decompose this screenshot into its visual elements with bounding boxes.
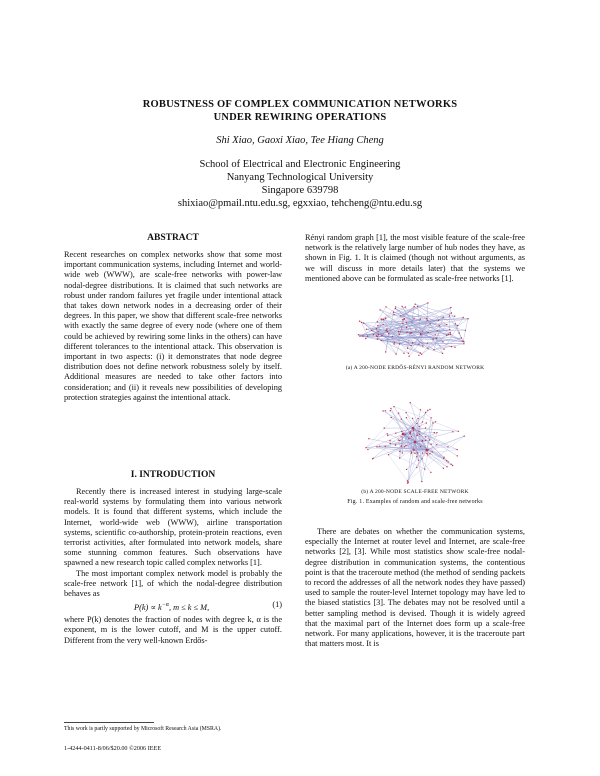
network-node xyxy=(443,349,444,350)
network-node xyxy=(427,319,428,320)
network-node xyxy=(388,454,389,455)
footnote-rule xyxy=(64,722,154,723)
network-node xyxy=(361,322,362,323)
network-node xyxy=(414,453,415,454)
network-node xyxy=(438,320,439,321)
network-node xyxy=(451,464,452,465)
network-node xyxy=(386,328,387,329)
network-node xyxy=(377,331,378,332)
network-edge xyxy=(368,434,403,450)
network-node xyxy=(404,446,405,447)
network-node xyxy=(359,321,360,322)
network-node xyxy=(418,460,419,461)
network-node xyxy=(405,412,406,413)
intro-paragraph-2: The most important complex network model is probably the scale-free network [1], of which the nodal-degree distribution behaves as xyxy=(64,568,282,599)
figure-1a-caption: (a) A 200-NODE ERDŐS-RÉNYI RANDOM NETWORK xyxy=(345,365,485,371)
network-node xyxy=(426,318,427,319)
network-node xyxy=(367,336,368,337)
network-node xyxy=(387,331,388,332)
network-node xyxy=(389,440,390,441)
network-node xyxy=(407,480,408,481)
network-hub-node xyxy=(402,433,405,436)
network-node xyxy=(449,329,450,330)
network-node xyxy=(379,309,380,310)
network-node xyxy=(385,330,386,331)
network-node xyxy=(446,324,447,325)
network-hub-node xyxy=(426,449,429,452)
network-node xyxy=(401,436,402,437)
network-node xyxy=(420,333,421,334)
network-node xyxy=(426,422,427,423)
network-node xyxy=(446,460,447,461)
network-node xyxy=(420,446,421,447)
network-node xyxy=(446,466,447,467)
network-node xyxy=(390,408,391,409)
network-node xyxy=(390,410,391,411)
network-node xyxy=(432,422,433,423)
network-node xyxy=(408,353,409,354)
network-node xyxy=(415,304,416,305)
network-node xyxy=(420,352,421,353)
network-node xyxy=(403,353,404,354)
figure-1b-caption: (b) A 200-NODE SCALE-FREE NETWORK xyxy=(361,489,469,495)
network-node xyxy=(425,440,426,441)
network-node xyxy=(429,453,430,454)
introduction-body xyxy=(64,487,282,646)
network-node xyxy=(393,312,394,313)
network-node xyxy=(401,306,402,307)
network-hub-node xyxy=(414,441,417,444)
network-node xyxy=(367,449,368,450)
network-node xyxy=(425,436,426,437)
network-node xyxy=(451,312,452,313)
network-node xyxy=(390,443,391,444)
network-node xyxy=(425,427,426,428)
network-node xyxy=(368,438,369,439)
network-node xyxy=(435,421,436,422)
network-node xyxy=(463,317,464,318)
paper-title-line1: ROBUSTNESS OF COMPLEX COMMUNICATION NETWORKS xyxy=(142,99,458,110)
network-node xyxy=(436,444,437,445)
network-node xyxy=(411,332,412,333)
network-node xyxy=(365,447,366,448)
network-node xyxy=(427,454,428,455)
network-node xyxy=(450,307,451,308)
network-node xyxy=(377,325,378,326)
network-node xyxy=(467,318,468,319)
figure-1b-scale-free-network xyxy=(355,398,475,486)
network-node xyxy=(400,446,401,447)
network-node xyxy=(450,332,451,333)
network-node xyxy=(366,329,367,330)
network-node xyxy=(410,332,411,333)
network-node xyxy=(457,455,458,456)
network-node xyxy=(410,402,411,403)
network-node xyxy=(418,343,419,344)
network-node xyxy=(373,334,374,335)
network-node xyxy=(398,439,399,440)
network-node xyxy=(391,417,392,418)
abstract-body xyxy=(64,250,282,403)
network-node xyxy=(393,314,394,315)
network-node xyxy=(422,345,423,346)
network-node xyxy=(399,343,400,344)
network-node xyxy=(452,431,453,432)
network-node xyxy=(405,434,406,435)
network-node xyxy=(407,348,408,349)
network-node xyxy=(399,334,400,335)
network-node xyxy=(376,446,377,447)
network-edge xyxy=(427,303,428,320)
network-node xyxy=(451,346,452,347)
network-node xyxy=(446,335,447,336)
network-node xyxy=(419,434,420,435)
network-node xyxy=(411,453,412,454)
network-node xyxy=(405,306,406,307)
network-node xyxy=(413,430,414,431)
network-node xyxy=(398,412,399,413)
network-node xyxy=(384,427,385,428)
network-node xyxy=(433,349,434,350)
network-node xyxy=(385,318,386,319)
right-column-bottom xyxy=(305,527,525,649)
network-node xyxy=(457,325,458,326)
network-edge xyxy=(394,312,427,318)
network-node xyxy=(439,325,440,326)
network-node xyxy=(417,418,418,419)
network-node xyxy=(377,321,378,322)
network-node xyxy=(416,467,417,468)
network-node xyxy=(461,337,462,338)
network-node xyxy=(394,342,395,343)
network-node xyxy=(420,409,421,410)
network-node xyxy=(387,435,388,436)
equation-number: (1) xyxy=(272,600,282,610)
network-node xyxy=(371,330,372,331)
paper-title-line2: UNDER REWIRING OPERATIONS xyxy=(213,112,387,123)
network-node xyxy=(413,318,414,319)
network-node xyxy=(436,338,437,339)
network-node xyxy=(401,329,402,330)
network-node xyxy=(402,319,403,320)
network-node xyxy=(442,341,443,342)
abstract-heading: ABSTRACT xyxy=(147,233,199,243)
network-node xyxy=(429,439,430,440)
affiliation-emails: shixiao@pmail.ntu.edu.sg, egxxiao, tehcheng@ntu.edu.sg xyxy=(177,198,423,209)
network-edge xyxy=(418,306,458,325)
network-node xyxy=(400,331,401,332)
network-node xyxy=(430,323,431,324)
network-node xyxy=(387,433,388,434)
network-node xyxy=(427,343,428,344)
network-node xyxy=(383,319,384,320)
network-node xyxy=(399,457,400,458)
network-node xyxy=(395,444,396,445)
network-node xyxy=(405,445,406,446)
introduction-heading: I. INTRODUCTION xyxy=(130,470,216,480)
network-node xyxy=(406,469,407,470)
network-node xyxy=(430,472,431,473)
random-network-graph xyxy=(350,295,480,363)
network-node xyxy=(464,435,465,436)
network-node xyxy=(382,324,383,325)
network-node xyxy=(454,347,455,348)
network-node xyxy=(416,456,417,457)
network-node xyxy=(436,432,437,433)
network-node xyxy=(463,341,464,342)
abstract-text: Recent researches on complex networks show that some most important communication systems, including Internet and world-wide web (WWW), are scale-free networks with power-law nodal-degree distributions. It is claimed that such networks are robust under random failures yet fragile under intentional attack that takes down network nodes in a decreasing order of their degrees. In this paper, we show that different scale-free networks with exactly the same degree of every node (where one of them could be achieved by rewiring some links in the others) can have different tolerances to the intentional attack. This observation is important in two aspects: (i) it demonstrates that node degree distribution does not define network robustness solely by itself. Additional measures are needed to take other factors into consideration; and (ii) it reveals new possibilities of developing protection strategies against the intentional attack. xyxy=(64,250,282,402)
network-node xyxy=(449,315,450,316)
network-node xyxy=(442,353,443,354)
network-node xyxy=(427,302,428,303)
footnote: This work is partly supported by Microsoft Research Asia (MSRA). xyxy=(64,726,222,732)
network-node xyxy=(412,418,413,419)
network-node xyxy=(359,335,360,336)
network-node xyxy=(406,322,407,323)
network-node xyxy=(420,318,421,319)
network-node xyxy=(415,329,416,330)
network-node xyxy=(452,465,453,466)
network-node xyxy=(411,436,412,437)
network-node xyxy=(395,308,396,309)
network-node xyxy=(459,332,460,333)
network-node xyxy=(434,432,435,433)
network-node xyxy=(454,316,455,317)
intro-paragraph-1: Recently there is increased interest in studying large-scale real-world systems by formulating them into various network models. It is found that different systems, which include the Internet, world-wide web (WWW), airline transportation systems, scientific co-authorship, protein-protein reactions, even terrorist activities, after formulated into network models, share some stunning common features. Such observations have spawned a new research topic called complex networks [1]. xyxy=(64,487,282,568)
network-node xyxy=(435,334,436,335)
network-node xyxy=(422,458,423,459)
equation-main: P(k) ∝ k xyxy=(134,603,162,612)
network-node xyxy=(418,431,419,432)
figure-1-caption: Fig. 1. Examples of random and scale-free networks xyxy=(347,499,483,505)
network-node xyxy=(398,331,399,332)
network-node xyxy=(421,354,422,355)
affiliation-school: School of Electrical and Electronic Engineering xyxy=(199,159,401,170)
network-node xyxy=(426,453,427,454)
network-node xyxy=(424,468,425,469)
network-node xyxy=(414,306,415,307)
affiliation-city: Singapore 639798 xyxy=(261,185,339,196)
network-node xyxy=(406,417,407,418)
network-node xyxy=(410,432,411,433)
network-node xyxy=(447,446,448,447)
network-edge xyxy=(360,336,455,347)
network-node xyxy=(455,323,456,324)
network-node xyxy=(421,481,422,482)
network-node xyxy=(419,426,420,427)
network-node xyxy=(385,410,386,411)
right-column-top xyxy=(305,233,525,284)
network-node xyxy=(376,328,377,329)
network-node xyxy=(365,338,366,339)
network-node xyxy=(429,409,430,410)
scale-free-network-graph xyxy=(355,398,475,486)
network-node xyxy=(458,431,459,432)
network-node xyxy=(404,318,405,319)
network-node xyxy=(395,306,396,307)
network-node xyxy=(443,457,444,458)
network-node xyxy=(377,338,378,339)
network-node xyxy=(463,343,464,344)
network-node xyxy=(448,334,449,335)
network-hub-node xyxy=(412,427,415,430)
network-node xyxy=(377,336,378,337)
network-node xyxy=(450,334,451,335)
affiliation-university: Nanyang Technological University xyxy=(226,172,374,183)
authors: Shi Xiao, Gaoxi Xiao, Tee Hiang Cheng xyxy=(216,135,384,146)
copyright-footer: 1-4244-0411-8/06/$20.00 ©2006 IEEE xyxy=(64,745,162,752)
network-edge xyxy=(366,413,399,448)
network-node xyxy=(395,353,396,354)
right-paragraph-1: Rényi random graph [1], the most visible feature of the scale-free network is the relatively large number of hub nodes they have, as shown in Fig. 1. It is claimed (though not without arguments, as we will discuss in more details later) that the systems we mentioned above can be formulated as scale-free networks [1]. xyxy=(305,233,525,283)
network-node xyxy=(406,332,407,333)
equation-range: , m ≤ k ≤ M, xyxy=(168,603,210,612)
network-edge xyxy=(385,411,415,442)
network-node xyxy=(392,336,393,337)
network-node xyxy=(408,356,409,357)
network-node xyxy=(388,333,389,334)
network-node xyxy=(417,452,418,453)
figure-1a-random-network xyxy=(350,295,480,363)
network-node xyxy=(413,449,414,450)
network-node xyxy=(427,410,428,411)
network-node xyxy=(408,438,409,439)
network-node xyxy=(385,446,386,447)
network-edge xyxy=(389,455,408,481)
network-node xyxy=(378,334,379,335)
equation-exponent: −α xyxy=(161,602,169,609)
network-node xyxy=(381,335,382,336)
network-node xyxy=(427,348,428,349)
network-node xyxy=(399,451,400,452)
equation-1 xyxy=(64,600,282,614)
network-node xyxy=(401,418,402,419)
network-node xyxy=(432,451,433,452)
network-node xyxy=(431,444,432,445)
network-node xyxy=(425,412,426,413)
network-node xyxy=(437,330,438,331)
network-node xyxy=(402,323,403,324)
network-node xyxy=(422,421,423,422)
equation-body xyxy=(134,600,209,613)
network-node xyxy=(422,452,423,453)
network-node xyxy=(393,406,394,407)
network-edge xyxy=(431,418,433,423)
network-edge xyxy=(408,348,422,354)
network-node xyxy=(380,318,381,319)
network-node xyxy=(362,335,363,336)
network-node xyxy=(410,345,411,346)
network-node xyxy=(395,433,396,434)
network-node xyxy=(385,306,386,307)
network-node xyxy=(428,332,429,333)
network-node xyxy=(430,417,431,418)
network-node xyxy=(416,435,417,436)
network-node xyxy=(422,330,423,331)
network-node xyxy=(448,461,449,462)
network-node xyxy=(372,458,373,459)
network-edge xyxy=(396,344,399,354)
network-node xyxy=(432,338,433,339)
network-node xyxy=(406,327,407,328)
network-node xyxy=(400,315,401,316)
network-node xyxy=(418,355,419,356)
network-node xyxy=(422,440,423,441)
network-node xyxy=(443,316,444,317)
network-node xyxy=(358,334,359,335)
network-node xyxy=(381,340,382,341)
network-node xyxy=(393,343,394,344)
network-node xyxy=(385,351,386,352)
network-node xyxy=(457,449,458,450)
network-node xyxy=(465,330,466,331)
network-node xyxy=(363,322,364,323)
network-node xyxy=(401,431,402,432)
network-node xyxy=(412,342,413,343)
network-node xyxy=(443,468,444,469)
network-node xyxy=(382,410,383,411)
network-edge xyxy=(427,436,464,450)
network-node xyxy=(399,440,400,441)
network-node xyxy=(407,482,408,483)
network-node xyxy=(417,306,418,307)
network-node xyxy=(416,423,417,424)
intro-paragraph-3: where P(k) denotes the fraction of nodes with degree k, α is the exponent, m is the lower cutoff, and M is the upper cutoff. Different from the very well-known Erdős- xyxy=(64,615,282,645)
network-edge xyxy=(401,419,413,428)
network-node xyxy=(379,446,380,447)
right-paragraph-2: There are debates on whether the communication systems, especially the Internet at router level and Internet, are scale-free networks [2], [3]. While most statistics show scale-free nodal-degree distribution in communication systems, the contentious point is that the traceroute method (the method of sending packets to record the addresses of all the network nodes they have passed) used to sample the router-level Internet topology may have led to the biased statistics [3]. The debates may not be resolved until a better sampling method is devised. Though it is widely agreed that the maximal part of the Internet does form up a scale-free network. For many applications, however, it is the traceroute part that matters most. It is xyxy=(305,527,525,649)
network-node xyxy=(402,452,403,453)
